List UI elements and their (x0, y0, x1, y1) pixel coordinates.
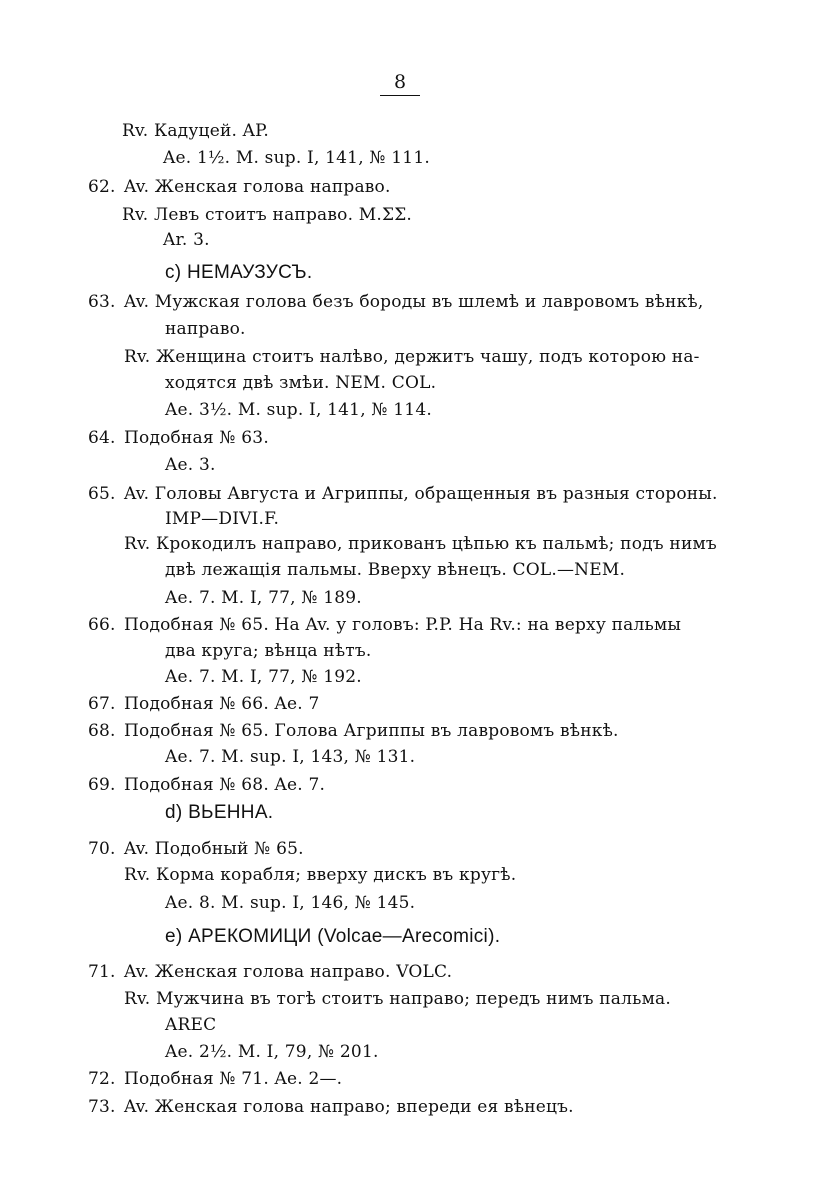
text-line: Ae. 7. M. I, 77, № 192. (165, 667, 362, 687)
text-line: Ae. 7. M. I, 77, № 189. (165, 588, 362, 608)
text-line: Av. Женская голова направо. VOLC. (124, 962, 453, 982)
entry-number: 64. (88, 428, 116, 448)
text-line: Rv. Кадуцей. AP. (122, 121, 269, 141)
entry-number: 62. (88, 177, 116, 197)
text-line: Подобная № 65. На Av. у головъ: P.P. На Rv.: на верху пальмы (124, 615, 682, 635)
text-line: Подобная № 71. Ae. 2—. (124, 1069, 343, 1089)
text-line: направо. (165, 319, 246, 339)
text-line: Ar. 3. (163, 230, 210, 250)
section-heading: e) АРЕКОМИЦИ (Volcae—Arecomici). (165, 926, 501, 947)
page-number: 8 (380, 70, 420, 96)
section-heading: d) ВЬЕННА. (165, 802, 274, 823)
text-line: Av. Подобный № 65. (124, 839, 304, 859)
text-line: Av. Мужская голова безъ бороды въ шлемѣ и лавровомъ вѣнкѣ, (124, 292, 704, 312)
entry-number: 71. (88, 962, 116, 982)
text-line: Подобная № 63. (124, 428, 269, 448)
text-line: Rv. Крокодилъ направо, прикованъ цѣпью къ пальмѣ; подъ нимъ (124, 534, 717, 554)
text-line: ходятся двѣ змѣи. NEM. COL. (165, 373, 437, 393)
text-line: Rv. Женщина стоитъ налѣво, держитъ чашу, подъ которою на- (124, 347, 700, 367)
entry-number: 65. (88, 484, 116, 504)
entry-number: 73. (88, 1097, 116, 1117)
entry-number: 69. (88, 775, 116, 795)
text-line: Ae. 3½. M. sup. I, 141, № 114. (165, 400, 432, 420)
text-line: Ae. 7. M. sup. I, 143, № 131. (165, 747, 416, 767)
text-line: Подобная № 66. Ae. 7 (124, 694, 320, 714)
text-line: Ae. 8. M. sup. I, 146, № 145. (165, 893, 416, 913)
entry-number: 68. (88, 721, 116, 741)
text-line: Подобная № 68. Ae. 7. (124, 775, 326, 795)
text-line: Rv. Левъ стоитъ направо. M.ΣΣ. (122, 205, 413, 225)
text-line: двѣ лежащія пальмы. Вверху вѣнецъ. COL.—NEM. (165, 560, 626, 580)
text-line: два круга; вѣнца нѣтъ. (165, 641, 372, 661)
entry-number: 66. (88, 615, 116, 635)
text-line: Ae. 1½. M. sup. I, 141, № 111. (163, 148, 430, 168)
entry-number: 72. (88, 1069, 116, 1089)
text-line: Rv. Мужчина въ тогѣ стоитъ направо; передъ нимъ пальма. (124, 989, 671, 1009)
text-line: Av. Женская голова направо. (124, 177, 391, 197)
text-line: Ae. 2½. M. I, 79, № 201. (165, 1042, 379, 1062)
entry-number: 70. (88, 839, 116, 859)
entry-number: 63. (88, 292, 116, 312)
text-line: Av. Головы Августа и Агриппы, обращенныя въ разныя стороны. (124, 484, 718, 504)
text-line: Ae. 3. (165, 455, 216, 475)
section-heading: c) НЕМАУЗУСЪ. (165, 262, 313, 283)
entry-number: 67. (88, 694, 116, 714)
text-line: AREC (165, 1015, 217, 1035)
text-line: Подобная № 65. Голова Агриппы въ лавровомъ вѣнкѣ. (124, 721, 619, 741)
text-line: Rv. Корма корабля; вверху дискъ въ кругѣ. (124, 865, 517, 885)
text-line: IMP—DIVI.F. (165, 509, 280, 529)
text-line: Av. Женская голова направо; впереди ея вѣнецъ. (124, 1097, 574, 1117)
